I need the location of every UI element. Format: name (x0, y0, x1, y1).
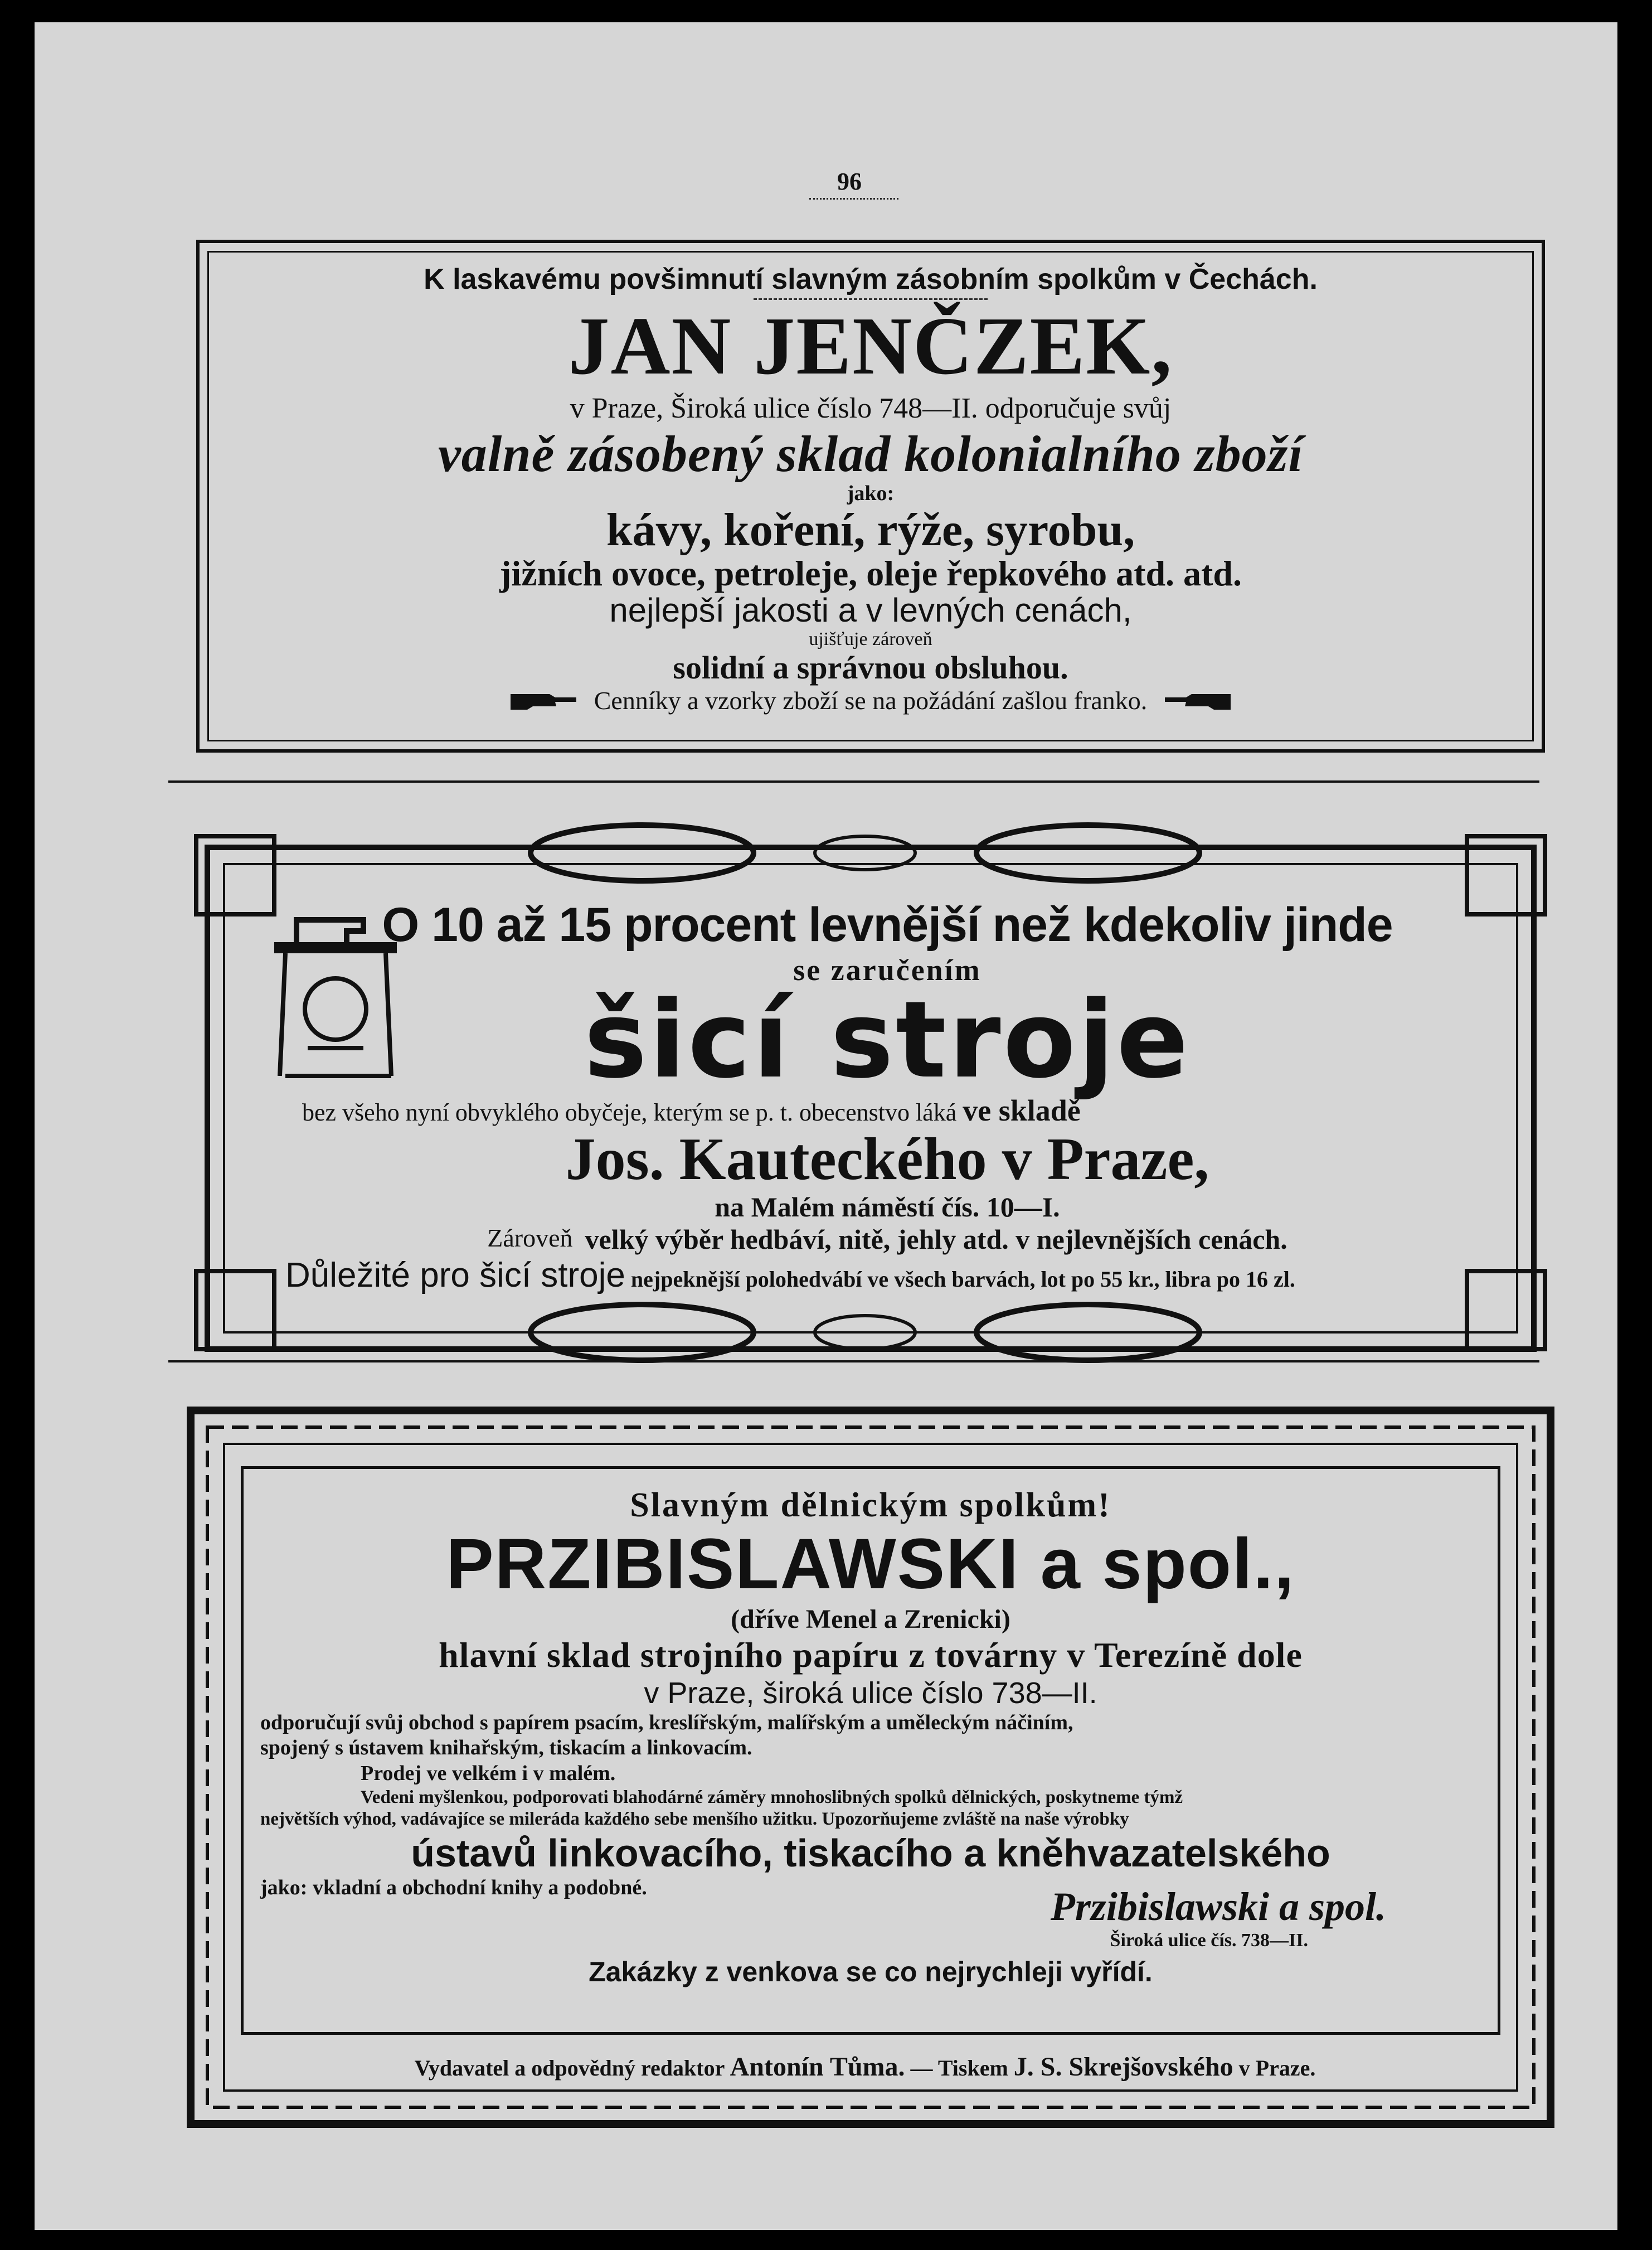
ad-przibislawski-orders: Zakázky z venkova se co nejrychleji vyřídí. (589, 1956, 1153, 1988)
ad-kautecky-row-prefix: Zároveň (487, 1224, 573, 1253)
advertisement-przibislawski (185, 1405, 1556, 2130)
section-divider (168, 780, 1539, 783)
ad-kautecky-company: Jos. Kauteckého v Praze, (565, 1126, 1209, 1192)
ad-przibislawski-text-1: odporučují svůj obchod s papírem psacím, kreslířským, malířským a uměleckým náčiním, (260, 1710, 1073, 1734)
ad-jenczek-service: solidní a správnou obsluhou. (673, 649, 1068, 686)
ad-kautecky-title: šicí stroje (584, 978, 1191, 1102)
page-content (168, 145, 1450, 2130)
ad-jenczek-name: JAN JENČZEK, (568, 300, 1173, 392)
ad-przibislawski-institutes: ústavů linkovacího, tiskacího a kněhvazatelského (411, 1831, 1330, 1875)
pointing-hand-right-icon (511, 690, 577, 712)
ad-kautecky-address: na Malém náměstí čís. 10—I. (715, 1191, 1060, 1223)
ad-jenczek-pricelist: Cenníky a vzorky zboží se na požádání zašlou franko. (594, 686, 1148, 715)
ad-kautecky-row-bold: velký výběr hedbáví, nitě, jehly atd. v nejlevnějších cenách. (585, 1224, 1287, 1255)
ad-kautecky-important: Důležité pro šicí stroje (285, 1256, 625, 1295)
advertisement-kautecky (185, 814, 1556, 1371)
ad-jenczek-inner-border (207, 251, 1534, 741)
ad-przibislawski-greeting: Slavným dělnickým spolkům! (630, 1486, 1111, 1524)
ad-kautecky-price-libra: 16 zl. (1246, 1267, 1295, 1292)
ad-kautecky-headline: O 10 až 15 procent levnější než kdekoliv jinde (382, 898, 1393, 952)
ad-jenczek-goods-1: kávy, koření, rýže, syrobu, (606, 503, 1135, 556)
page-number: 96 (837, 168, 862, 195)
ad-przibislawski-text-3: Prodej ve velkém i v malém. (361, 1761, 616, 1785)
ad-jenczek-jako: jako: (847, 481, 895, 505)
page-number-rule (809, 198, 898, 200)
ad-jenczek-slogan: valně zásobený sklad kolonialního zboží (438, 425, 1304, 483)
ad-przibislawski-text-2: spojený s ústavem knihařským, tiskacím a linkovacím. (260, 1736, 752, 1760)
ad-jenczek-goods-2: jižních ovoce, petroleje, oleje řepkového atd. atd. (499, 554, 1242, 594)
footer-prefix: Vydavatel a odpovědný redaktor (414, 2055, 725, 2081)
ad-przibislawski-main: hlavní sklad strojního papíru z továrny v Terezíně dole (439, 1635, 1303, 1675)
pointing-hand-left-icon (1164, 690, 1231, 712)
ad-kautecky-silk: nejpeknější polohedvábí ve všech barvách, lot po (630, 1267, 1095, 1292)
ad-kautecky-selection-row (285, 1223, 1489, 1255)
ad-przibislawski-box (241, 1466, 1500, 2035)
footer-suffix: v Praze. (1238, 2055, 1316, 2081)
section-divider-2 (168, 1360, 1539, 1362)
ad-kautecky-price-lot: 55 kr. (1100, 1267, 1154, 1292)
ad-kautecky-line4-bold: ve skladě (963, 1094, 1081, 1127)
wavy-rule (754, 298, 988, 300)
ad-kautecky-content (285, 898, 1489, 1295)
ad-przibislawski-signature: Przibislawski a spol. (1050, 1884, 1386, 1929)
newspaper-page (35, 22, 1617, 2230)
ad-przibislawski-former: (dříve Menel a Zrenicki) (731, 1604, 1010, 1634)
ad-jenczek-pricelist-row (209, 686, 1532, 715)
ad-przibislawski-text-6: jako: vkladní a obchodní knihy a podobné. (260, 1875, 647, 1899)
ad-przibislawski-address: v Praze, široká ulice číslo 738—II. (644, 1676, 1097, 1710)
ad-jenczek-assure: ujišťuje zároveň (809, 629, 932, 650)
ad-kautecky-line4 (285, 1093, 1489, 1128)
ad-kautecky-last-row (285, 1255, 1489, 1295)
ad-przibislawski-signature-address: Široká ulice čís. 738—II. (1110, 1930, 1308, 1951)
ad-kautecky-line4-text: bez všeho nyní obvyklého obyčeje, kterým se p. t. obecenstvo láká (302, 1099, 957, 1126)
ad-kautecky-libra: , libra po (1154, 1267, 1240, 1292)
ad-przibislawski-name: PRZIBISLAWSKI a spol., (446, 1524, 1295, 1604)
ad-jenczek-quality: nejlepší jakosti a v levných cenách, (609, 591, 1132, 629)
footer-printer: J. S. Skrejšovského (1013, 2052, 1233, 2082)
footer-mid: — Tiskem (910, 2055, 1008, 2081)
ad-przibislawski-text-4: Vedeni myšlenkou, podporovati blahodárné záměry mnohoslibných spolků dělnických, poskytneme týmž (361, 1787, 1183, 1807)
ad-jenczek-attention: K laskavému povšimnutí slavným zásobním spolkům v Čechách. (424, 263, 1318, 295)
ad-jenczek-address: v Praze, Široká ulice číslo 748—II. odporučuje svůj (570, 392, 1172, 425)
advertisement-jenczek (196, 240, 1545, 753)
ad-przibislawski-content (255, 1486, 1486, 1988)
imprint-footer (202, 2052, 1528, 2082)
ad-kautecky-guarantee: se zaručením (793, 953, 982, 987)
footer-editor: Antonín Tůma. (730, 2052, 905, 2082)
ad-przibislawski-text-5: největších výhod, vadávajíce se mileráda každého sebe menšího užitku. Upozorňujeme zvláště na naše výrobky (260, 1809, 1129, 1830)
